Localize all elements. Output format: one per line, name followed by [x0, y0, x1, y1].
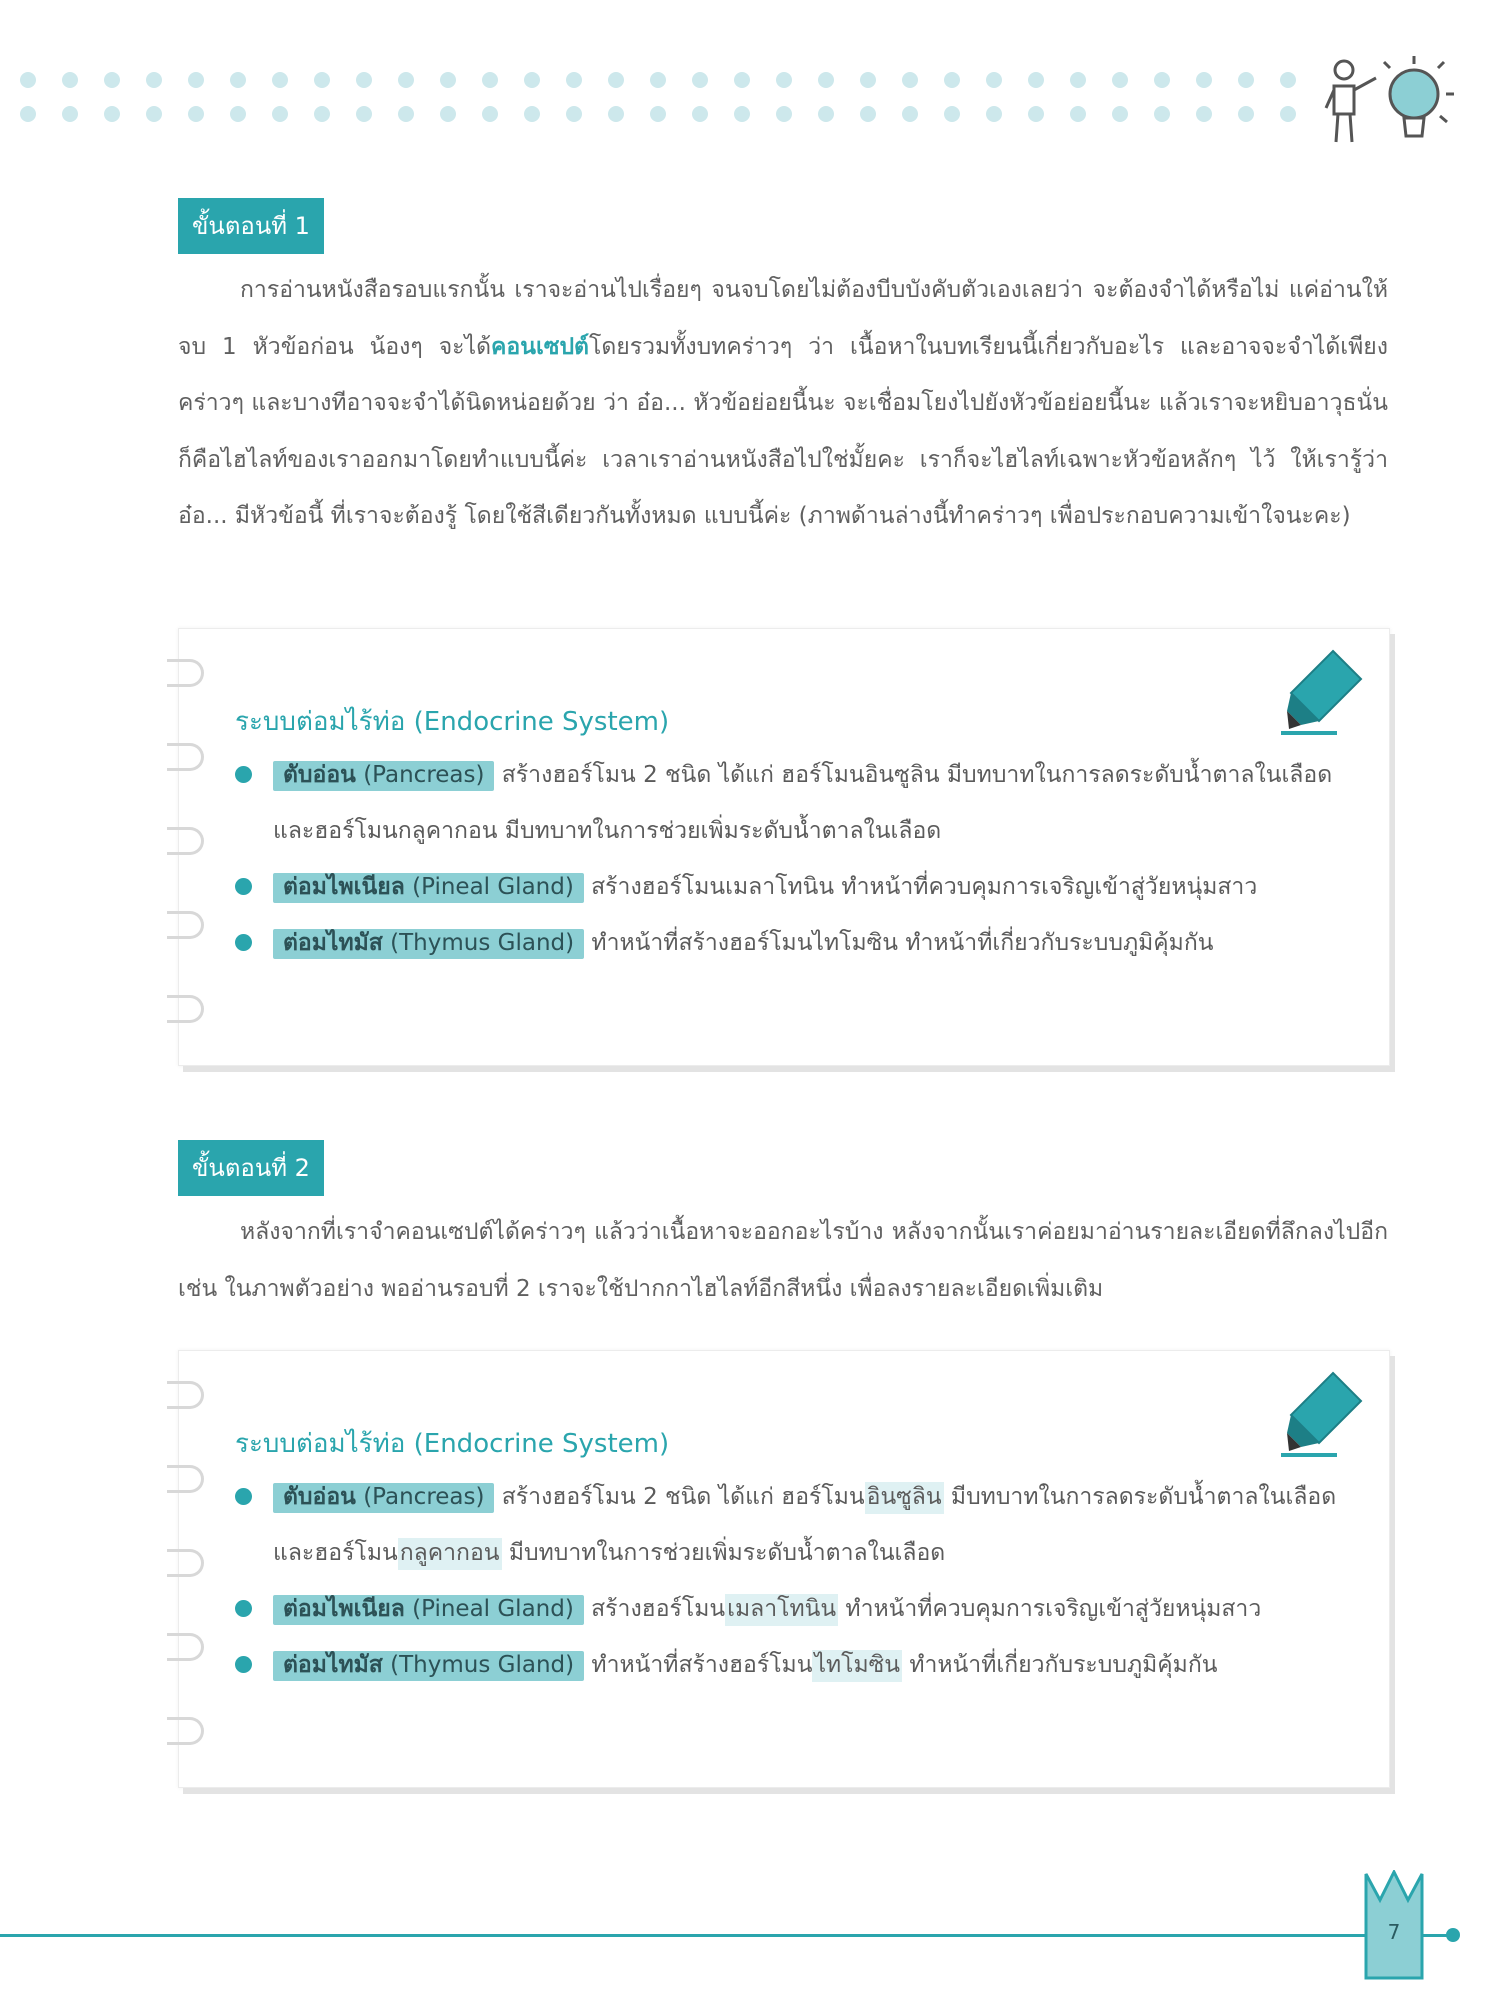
highlighter-pen-icon	[1275, 647, 1367, 737]
list-item	[235, 747, 1355, 859]
header-dot	[860, 72, 876, 88]
step-1-label: ขั้นตอนที่ 1	[178, 198, 324, 254]
header-dot	[734, 106, 750, 122]
card-1-list	[235, 747, 1355, 971]
header-dot	[314, 106, 330, 122]
header-dot	[1070, 106, 1086, 122]
detail-highlight: ไทโมซิน	[812, 1650, 902, 1682]
detail-highlight: อินซูลิน	[865, 1482, 944, 1514]
header-dot	[230, 72, 246, 88]
header-dot	[1196, 106, 1212, 122]
header-dot	[1028, 72, 1044, 88]
card-1-title: ระบบต่อมไร้ท่อ (Endocrine System)	[235, 707, 670, 737]
main-topic-highlight: ตับอ่อน (Pancreas)	[273, 761, 494, 791]
thinking-person-lightbulb-icon	[1320, 50, 1460, 150]
header-dot	[62, 72, 78, 88]
concept-keyword: คอนเซปต์	[491, 333, 589, 360]
header-dot	[440, 72, 456, 88]
step-1-text-a: การอ่านหนังสือรอบแรกนั้น เราจะอ่านไปเรื่อยๆ จนจบโดยไม่ต้องบีบบังคับตัวเองเลยว่า จะต้องจำได้หรือไม่ แค่อ่านให้จบ 1 หัวข้อก่อน น้องๆ จะได้	[178, 277, 1388, 360]
highlighter-pen-icon	[1275, 1369, 1367, 1459]
header-dot	[482, 106, 498, 122]
header-dot	[1112, 106, 1128, 122]
bullet-icon	[235, 878, 252, 895]
header-dot	[566, 106, 582, 122]
list-item: ต่อมไพเนียล (Pineal Gland) สร้างฮอร์โมนเมลาโทนิน ทำหน้าที่ควบคุมการเจริญเข้าสู่วัยหนุ่มสาว	[235, 1581, 1355, 1637]
note-card-first-pass	[178, 628, 1390, 1066]
header-dot	[1112, 72, 1128, 88]
header-dot	[902, 106, 918, 122]
header-dot	[818, 72, 834, 88]
header-dot	[860, 106, 876, 122]
header-dot	[272, 106, 288, 122]
bullet-icon	[235, 1488, 252, 1505]
step-1-paragraph	[178, 262, 1388, 545]
header-dot	[20, 106, 36, 122]
detail-highlight: กลูคากอน	[398, 1538, 502, 1570]
header-dot	[776, 106, 792, 122]
header-dot	[524, 106, 540, 122]
main-topic-highlight: ต่อมไพเนียล (Pineal Gland)	[273, 1595, 584, 1625]
header-dot	[314, 72, 330, 88]
step-1-text-b: โดยรวมทั้งบทคร่าวๆ ว่า เนื้อหาในบทเรียนนี้เกี่ยวกับอะไร และอาจจะจำได้เพียงคร่าวๆ และบางทีอาจจะจำได้นิดหน่อยด้วย ว่า อ๋อ... หัวข้อย่อยนี้นะ จะเชื่อมโยงไปยังหัวข้อย่อยนี้นะ แล้วเราจะหยิบอาวุธนั่นก็คือไฮไลท์ของเราออกมาโดยทำแบบนี้ค่ะ เวลาเราอ่านหนังสือไปใช่มั้ยคะ เราก็จะไฮไลท์เฉพาะหัวข้อหลักๆ ไว้ ให้เรารู้ว่า อ๋อ... มีหัวข้อนี้ ที่เราจะต้องรู้ โดยใช้สีเดียวกันทั้งหมด แบบนี้ค่ะ (ภาพด้านล่างนี้ทำคร่าวๆ เพื่อประกอบความเข้าใจนะคะ)	[178, 333, 1388, 529]
header-dot	[608, 72, 624, 88]
header-dot	[104, 72, 120, 88]
item-text: สร้างฮอร์โมน 2 ชนิด ได้แก่ ฮอร์โมนอินซูลิน มีบทบาทในการลดระดับน้ำตาลในเลือด และฮอร์โมนกลูคากอน มีบทบาทในการช่วยเพิ่มระดับน้ำตาลในเลือด	[273, 762, 1333, 844]
header-dot	[944, 106, 960, 122]
item-text: สร้างฮอร์โมนเมลาโทนิน ทำหน้าที่ควบคุมการเจริญเข้าสู่วัยหนุ่มสาว	[583, 874, 1258, 900]
main-topic-highlight: ตับอ่อน (Pancreas)	[273, 1483, 494, 1513]
bullet-icon	[235, 1600, 252, 1617]
header-dot	[188, 106, 204, 122]
footer-dot	[1446, 1928, 1460, 1942]
header-dot	[650, 106, 666, 122]
step-2-label: ขั้นตอนที่ 2	[178, 1140, 324, 1196]
list-item: ต่อมไทมัส (Thymus Gland) ทำหน้าที่สร้างฮอร์โมนไทโมซิน ทำหน้าที่เกี่ยวกับระบบภูมิคุ้มกัน	[235, 1637, 1355, 1693]
header-dots-row-1	[20, 72, 1310, 90]
detail-highlight: เมลาโทนิน	[725, 1594, 838, 1626]
header-dot	[650, 72, 666, 88]
list-item	[235, 915, 1355, 971]
header-dot	[188, 72, 204, 88]
header-dot	[1280, 106, 1296, 122]
header-dot	[146, 106, 162, 122]
header-dot	[20, 72, 36, 88]
header-dot	[818, 106, 834, 122]
footer-rule	[0, 1934, 1450, 1937]
note-card-second-pass	[178, 1350, 1390, 1788]
header-dot	[104, 106, 120, 122]
header-dot	[398, 106, 414, 122]
header-dot	[692, 106, 708, 122]
header-dot	[398, 72, 414, 88]
item-text: ทำหน้าที่สร้างฮอร์โมนไทโมซิน ทำหน้าที่เกี่ยวกับระบบภูมิคุ้มกัน	[584, 930, 1214, 956]
header-dot	[146, 72, 162, 88]
header-dot	[608, 106, 624, 122]
list-item	[235, 859, 1355, 915]
header-dot	[1238, 72, 1254, 88]
bullet-icon	[235, 1656, 252, 1673]
card-2-list	[235, 1469, 1355, 1693]
header-dot	[1238, 106, 1254, 122]
main-topic-highlight: ต่อมไทมัส (Thymus Gland)	[273, 929, 584, 959]
main-topic-highlight: ต่อมไทมัส (Thymus Gland)	[273, 1651, 584, 1681]
list-item: ตับอ่อน (Pancreas) สร้างฮอร์โมน 2 ชนิด ได้แก่ ฮอร์โมนอินซูลิน มีบทบาทในการลดระดับน้ำตาลในเลือด และฮอร์โมนกลูคากอน มีบทบาทในการช่วยเพิ่มระดับน้ำตาลในเลือด	[235, 1469, 1355, 1581]
header-dot	[1196, 72, 1212, 88]
header-dots-row-2	[20, 106, 1310, 124]
header-dot	[482, 72, 498, 88]
header-dot	[1154, 72, 1170, 88]
header-dot	[734, 72, 750, 88]
header-dot	[1028, 106, 1044, 122]
bullet-icon	[235, 934, 252, 951]
header-dot	[902, 72, 918, 88]
step-2-paragraph: หลังจากที่เราจำคอนเซปต์ได้คร่าวๆ แล้วว่าเนื้อหาจะออกอะไรบ้าง หลังจากนั้นเราค่อยมาอ่านรายละเอียดที่ลึกลงไปอีก เช่น ในภาพตัวอย่าง พออ่านรอบที่ 2 เราจะใช้ปากกาไฮไลท์อีกสีหนึ่ง เพื่อลงรายละเอียดเพิ่มเติม	[178, 1219, 1388, 1302]
header-dot	[356, 72, 372, 88]
header-dot	[62, 106, 78, 122]
header-dot	[524, 72, 540, 88]
header-dot	[986, 72, 1002, 88]
header-dot	[776, 72, 792, 88]
header-dot	[566, 72, 582, 88]
header-dot	[1070, 72, 1086, 88]
header-dot	[272, 72, 288, 88]
header-dot	[356, 106, 372, 122]
card-2-title: ระบบต่อมไร้ท่อ (Endocrine System)	[235, 1429, 670, 1459]
main-topic-highlight: ต่อมไพเนียล (Pineal Gland)	[273, 873, 584, 903]
header-dot	[692, 72, 708, 88]
header-dot	[986, 106, 1002, 122]
header-dot	[1280, 72, 1296, 88]
page-number: 7	[1387, 1920, 1401, 1944]
header-dot	[230, 106, 246, 122]
bullet-icon	[235, 766, 252, 783]
header-dot	[1154, 106, 1170, 122]
header-dot	[944, 72, 960, 88]
header-dot	[440, 106, 456, 122]
